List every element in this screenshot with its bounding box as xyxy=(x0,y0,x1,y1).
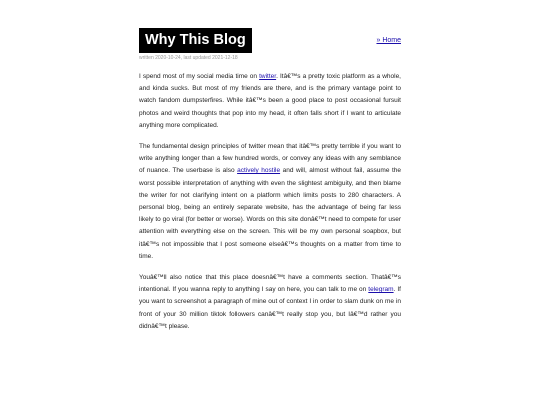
twitter-link[interactable]: twitter xyxy=(259,73,277,80)
paragraph-text: . Itâ€™s a pretty toxic platform as a whole, and kinda sucks. But most of my friends are there, and is the primary vantage point to watch fandom dumpsterfires. While itâ€™s been a good place to post occasional fursuit photos and weird thoughts that pop into my head, it often falls short if I want to articulate anything more complicated. xyxy=(139,73,401,129)
page-header xyxy=(139,28,401,54)
telegram-link[interactable]: telegram xyxy=(368,286,394,294)
paragraph-text: . If you want to screenshot a paragraph of mine out of context I in order to slam dunk on me in front of your 30 million tiktok followers canâ€™t really stop you, but Iâ€™d rather you didnâ€™t please. xyxy=(139,286,401,330)
page-title: Why This Blog xyxy=(139,28,252,53)
paragraph-1 xyxy=(139,71,401,132)
post-dates: written 2020-10-24, last updated 2021-12-18 xyxy=(139,55,238,61)
paragraph-text: and will, almost without fail, assume the worst possible interpretation of anything with even the slightest ambiguity, and then blame the writer for not clarifying intent on a platform which limits posts to 280 characters. A personal blog, being an entirely separate website, has the advantage of being far less likely to go viral (for better or worse). Words on this site donâ€™t need to compete for user attention with everything else on the screen. This will be my own personal soapbox, but itâ€™s not impossible that I post someone elseâ€™s thoughts on a matter from time to time. xyxy=(139,167,402,260)
actively-hostile-link[interactable]: actively hostile xyxy=(237,167,281,175)
blog-page xyxy=(139,28,401,342)
paragraph-text: Youâ€™ll also notice that this place doesnâ€™t have a comments section. Thatâ€™s intentional. If you wanna reply to anything I say on here, you can talk to me on xyxy=(139,274,401,294)
paragraph-text: The fundamental design principles of twitter mean that itâ€™s pretty terrible if you want to write anything longer than a few hundred words, or convey any ideas with any semblance of nuance. The userbase is also xyxy=(139,143,401,175)
paragraph-2 xyxy=(139,141,401,263)
post-body xyxy=(139,71,401,333)
paragraph-text: I spend most of my social media time on xyxy=(139,73,260,80)
paragraph-3 xyxy=(139,272,401,333)
home-link[interactable]: » Home xyxy=(376,37,401,44)
